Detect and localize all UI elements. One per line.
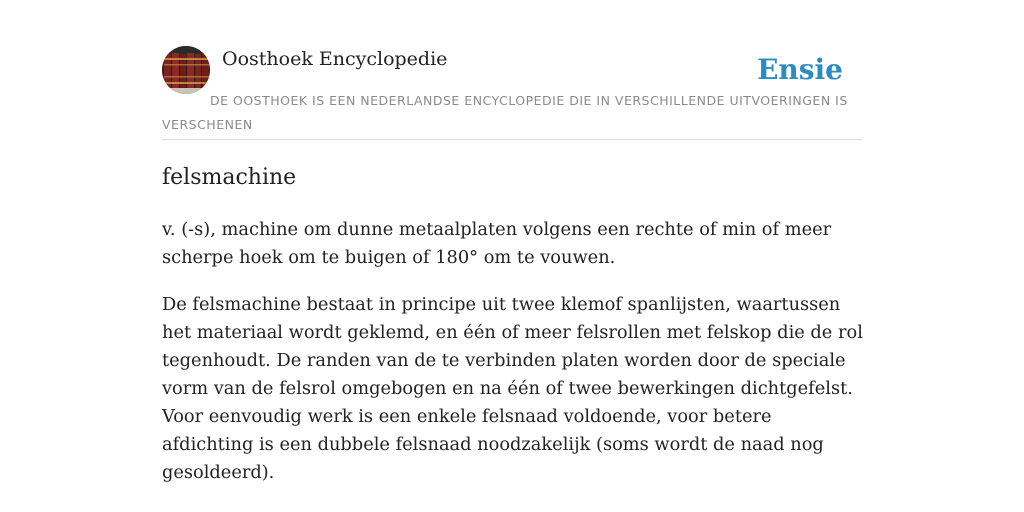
- entry-paragraph: v. (-s), machine om dunne metaalplaten volgens een rechte of min of meer scherpe hoek om te buigen of 180° om te vouwen.: [162, 219, 832, 268]
- entry-paragraph: De felsmachine bestaat in principe uit twee klemof spanlijsten, waartussen het materiaal wordt geklemd, en één of meer felsrollen met felskop die de rol tegenhoudt. De randen van de te verbinden platen worden door de speciale vorm van de felsrol omgebogen en na één of twee bewerkingen dichtgefelst. Voor eenvoudig werk is een enkele felsnaad voldoende, voor betere afdichting is een dubbele felsnaad noodzakelijk (soms wordt de naad nog gesoldeerd).: [162, 294, 863, 483]
- book-spines-icon[interactable]: [162, 46, 210, 94]
- entry-title: felsmachine: [162, 165, 297, 190]
- source-title[interactable]: Oosthoek Encyclopedie: [222, 48, 448, 70]
- entry-body: [162, 216, 867, 506]
- header-divider: [162, 139, 862, 140]
- brand-logo[interactable]: Ensie: [757, 53, 843, 86]
- source-description: DE OOSTHOEK IS EEN NEDERLANDSE ENCYCLOPEDIE DIE IN VERSCHILLENDE UITVOERINGEN IS VERSCHENEN: [162, 93, 848, 132]
